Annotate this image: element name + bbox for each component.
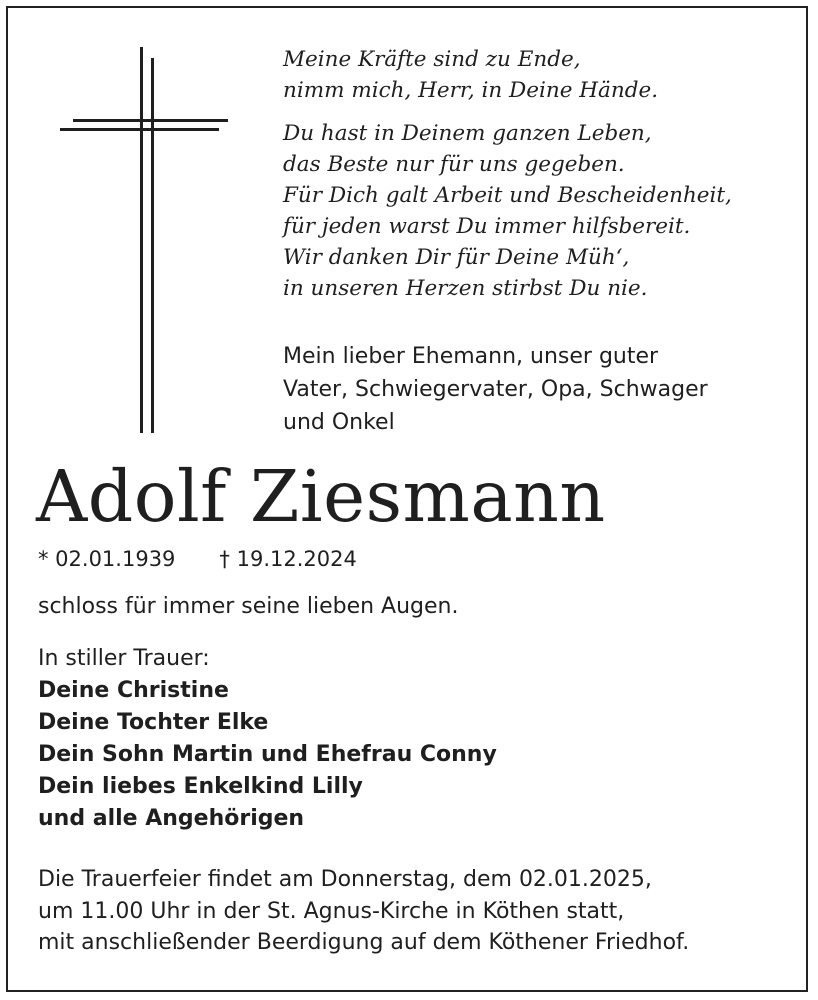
mourners-intro: In stiller Trauer: bbox=[38, 646, 210, 671]
mourner-name: Deine Christine bbox=[38, 678, 229, 703]
poem-line: nimm mich, Herr, in Deine Hände. bbox=[283, 78, 659, 103]
relation-line: Vater, Schwiegervater, Opa, Schwager bbox=[283, 377, 708, 402]
funeral-line: um 11.00 Uhr in der St. Agnus-Kirche in Köthen statt, bbox=[38, 898, 625, 924]
funeral-line: Die Trauerfeier findet am Donnerstag, dem 02.01.2025, bbox=[38, 867, 652, 892]
poem-line: Für Dich galt Arbeit und Bescheidenheit, bbox=[283, 183, 732, 208]
death-date: † 19.12.2024 bbox=[219, 547, 357, 571]
poem-line: Wir danken Dir für Deine Müh‘, bbox=[283, 245, 630, 270]
poem-line: in unseren Herzen stirbst Du nie. bbox=[283, 276, 648, 301]
closing-line: schloss für immer seine lieben Augen. bbox=[38, 594, 459, 619]
poem-line: für jeden warst Du immer hilfsbereit. bbox=[283, 214, 691, 239]
birth-date: * 02.01.1939 bbox=[38, 547, 176, 571]
funeral-line: mit anschließender Beerdigung auf dem Köthener Friedhof. bbox=[38, 930, 690, 955]
poem-stanza bbox=[283, 44, 783, 106]
funeral-details bbox=[38, 864, 689, 959]
cross-icon bbox=[52, 40, 232, 440]
poem-line: das Beste nur für uns gegeben. bbox=[283, 152, 625, 177]
relation-text bbox=[283, 340, 788, 439]
mourner-name: Dein liebes Enkelkind Lilly bbox=[38, 774, 363, 799]
mourner-name: und alle Angehörigen bbox=[38, 806, 305, 831]
life-dates bbox=[38, 544, 357, 574]
poem-line: Meine Kräfte sind zu Ende, bbox=[283, 47, 581, 72]
mourner-name: Dein Sohn Martin und Ehefrau Conny bbox=[38, 742, 497, 767]
poem-stanza bbox=[283, 118, 783, 304]
mourner-name: Deine Tochter Elke bbox=[38, 710, 269, 735]
relation-line: Mein lieber Ehemann, unser guter bbox=[283, 344, 659, 369]
memorial-poem bbox=[283, 44, 783, 316]
mourners-list bbox=[38, 643, 497, 835]
relation-line: und Onkel bbox=[283, 410, 395, 435]
poem-line: Du hast in Deinem ganzen Leben, bbox=[283, 121, 652, 146]
deceased-name: Adolf Ziesmann bbox=[36, 455, 606, 538]
